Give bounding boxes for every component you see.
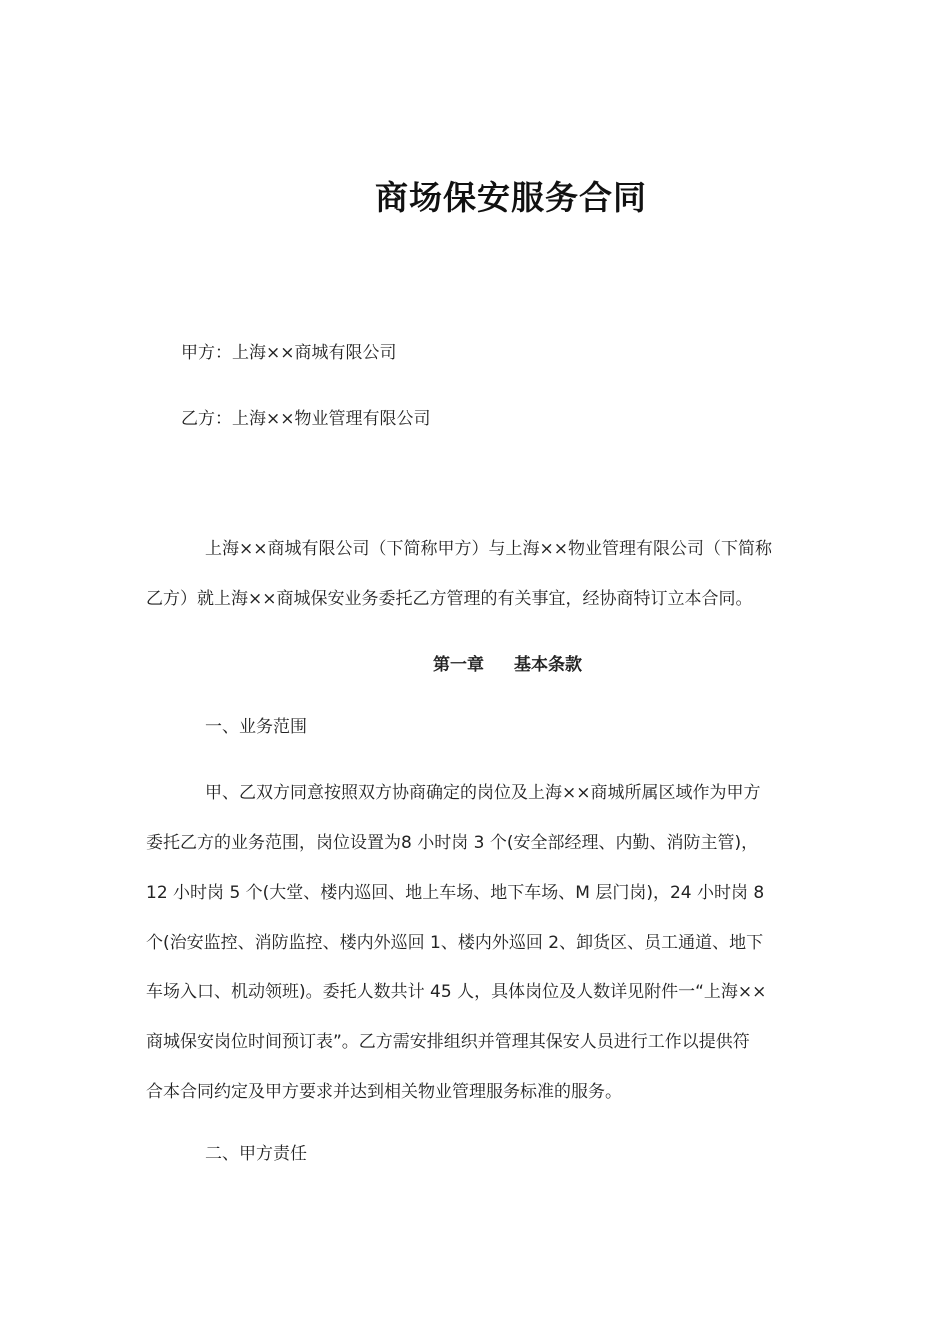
section-1-line: 12 小时岗 5 个(大堂、楼内巡回、地上车场、地下车场、M 层门岗)，24 小时岗 8	[146, 883, 765, 903]
section-1-line: 个(治安监控、消防监控、楼内外巡回 1、楼内外巡回 2、卸货区、员工通道、地下	[146, 933, 764, 953]
section-1-line: 委托乙方的业务范围，岗位设置为8 小时岗 3 个(安全部经理、内勤、消防主管)，	[146, 833, 759, 853]
section-1-line: 商城保安岗位时间预订表”。乙方需安排组织并管理其保安人员进行工作以提供符	[146, 1032, 750, 1052]
section-heading: 一、业务范围	[205, 717, 307, 737]
document-title: 商场保安服务合同	[375, 178, 647, 217]
section-1-line: 甲、乙双方同意按照双方协商确定的岗位及上海××商城所属区域作为甲方	[205, 783, 761, 803]
chapter-number: 第一章	[433, 655, 484, 675]
intro-line: 乙方）就上海××商城保安业务委托乙方管理的有关事宜，经协商特订立本合同。	[146, 589, 753, 609]
section-1-line: 合本合同约定及甲方要求并达到相关物业管理服务标准的服务。	[146, 1082, 622, 1102]
section-1-line: 车场入口、机动领班)。委托人数共计 45 人，具体岗位及人数详见附件一“上海××	[146, 982, 767, 1002]
chapter-heading	[433, 650, 582, 675]
party-b: 乙方：上海××物业管理有限公司	[181, 409, 431, 429]
section-heading: 二、甲方责任	[205, 1144, 307, 1164]
intro-line: 上海××商城有限公司（下简称甲方）与上海××物业管理有限公司（下简称	[205, 539, 772, 559]
chapter-title: 基本条款	[514, 655, 582, 675]
party-a: 甲方：上海××商城有限公司	[181, 343, 397, 363]
